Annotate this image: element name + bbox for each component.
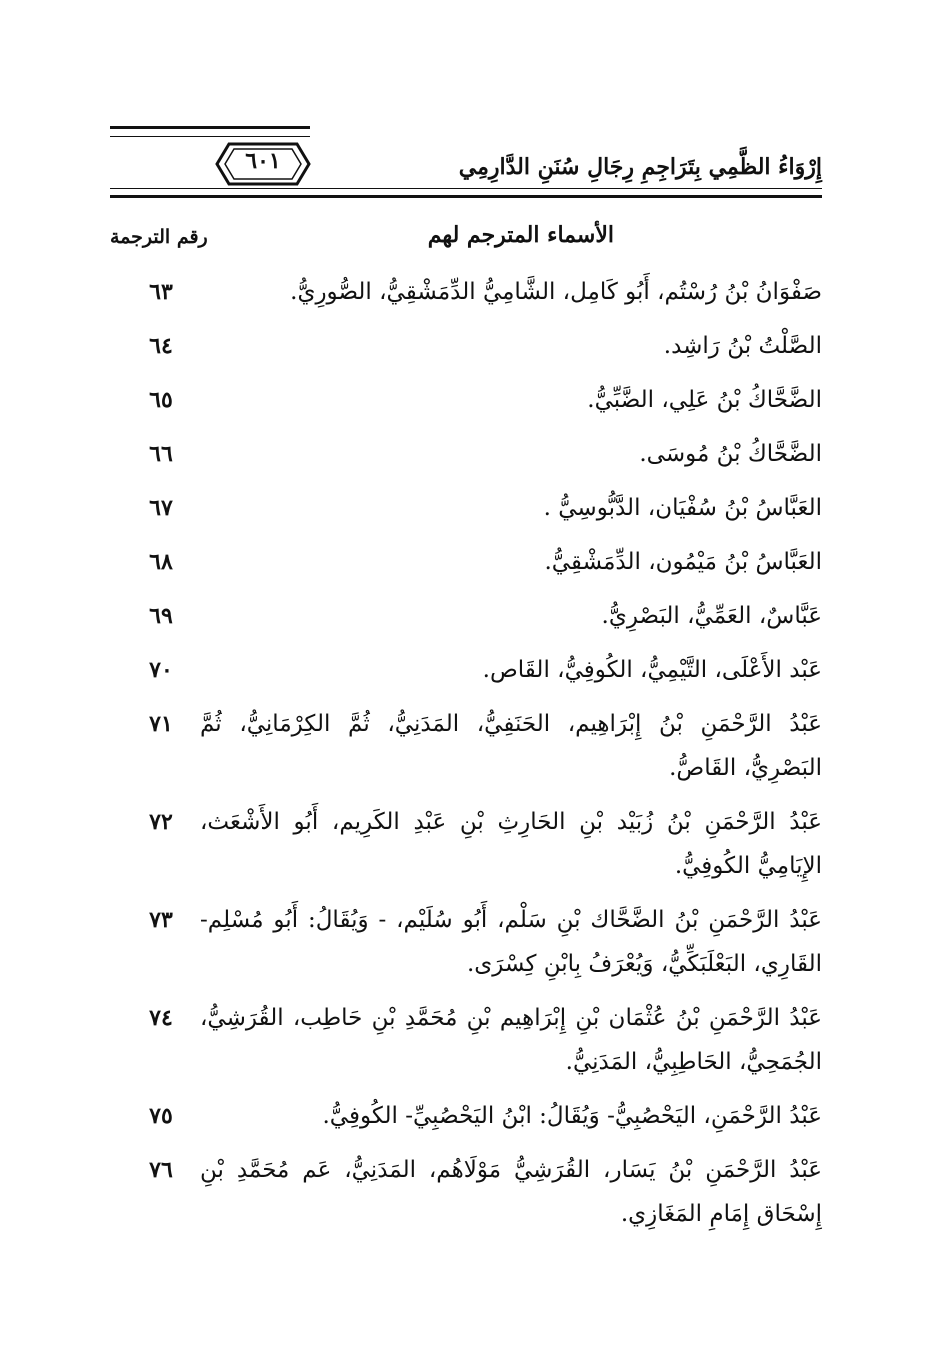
entry-number: ٦٩ bbox=[149, 603, 173, 629]
list-item bbox=[100, 270, 822, 314]
entry-number: ٧٢ bbox=[149, 809, 173, 835]
entry-name: عَبْدُ الرَّحْمَنِ بْنُ الضَّحَّاك بْنِ سَلْم، أَبُو سُلَيْم، - وَيُقَالُ: أَبُو مُسْلِم- القَارِي، البَعْلَبَكِّيُّ، وَيُعْرَفُ بِابْنِ كِسْرَى. bbox=[200, 907, 822, 977]
book-title: إِرْوَاءُ الظَّمِي بِتَرَاجِمِ رِجَالِ سُنَنِ الدَّارِمِي bbox=[458, 154, 822, 180]
page-number-badge bbox=[215, 142, 311, 186]
entry-number: ٦٣ bbox=[149, 279, 173, 305]
entry-name: الصَّلْتُ بْنُ رَاشِد. bbox=[663, 333, 822, 359]
list-item bbox=[100, 324, 822, 368]
list-item bbox=[100, 1094, 822, 1138]
entry-number: ٧٣ bbox=[149, 907, 173, 933]
list-item bbox=[100, 486, 822, 530]
entry-name: العَبَّاسُ بْنُ سُفْيَان، الدَّبُّوسِيُّ . bbox=[543, 495, 822, 521]
page-number: ٦٠١ bbox=[245, 148, 281, 174]
header-top-rule bbox=[110, 126, 310, 137]
list-item bbox=[100, 540, 822, 584]
entry-number: ٧٦ bbox=[149, 1157, 173, 1183]
header-bottom-rule bbox=[110, 188, 822, 198]
running-header bbox=[110, 118, 822, 198]
entry-name: العَبَّاسُ بْنُ مَيْمُون، الدِّمَشْقِيُّ. bbox=[544, 549, 822, 575]
entry-name: الضَّحَّاكُ بْنُ عَلِي، الضَّبِّيُّ. bbox=[587, 387, 822, 413]
entry-number: ٧٤ bbox=[149, 1005, 173, 1031]
column-headings bbox=[100, 222, 822, 262]
list-item bbox=[100, 1148, 822, 1236]
entry-name: عَبْدُ الرَّحْمَنِ، اليَحْصُبِيُّ- وَيُقَالُ: ابْنُ اليَحْصُبِيِّ- الكُوفِيُّ. bbox=[322, 1103, 822, 1129]
entry-number: ٦٧ bbox=[149, 495, 173, 521]
entry-name: عَبْدُ الرَّحْمَنِ بْنُ يَسَار، القُرَشِيُّ مَوْلَاهُم، المَدَنِيُّ، عَم مُحَمَّدِ بْنِ إِسْحَاق إِمَامِ المَغَازِي. bbox=[200, 1157, 822, 1227]
list-item bbox=[100, 996, 822, 1084]
entry-number: ٦٤ bbox=[149, 333, 173, 359]
list-item bbox=[100, 800, 822, 888]
entry-name: عَبْدُ الرَّحْمَنِ بْنُ عُثْمَان بْنِ إِبْرَاهِيم بْنِ مُحَمَّدِ بْنِ حَاطِب، القُرَشِيُّ، الجُمَحِيُّ، الحَاطِبِيُّ، المَدَنِيُّ. bbox=[200, 1005, 822, 1075]
entry-name: عَبْدُ الرَّحْمَنِ بْنُ إِبْرَاهِيم، الحَنَفِيُّ، المَدَنِيُّ، ثُمَّ الكِرْمَانِيُّ، ثُمَّ البَصْرِيُّ، القَاصُّ. bbox=[200, 711, 822, 781]
list-item bbox=[100, 378, 822, 422]
entry-number: ٦٨ bbox=[149, 549, 173, 575]
list-item bbox=[100, 898, 822, 986]
list-item bbox=[100, 648, 822, 692]
entry-name: الضَّحَّاكُ بْنُ مُوسَى. bbox=[639, 441, 822, 467]
number-heading: رقم الترجمة bbox=[110, 226, 208, 248]
entry-name: عَبَّاسٌ، العَمِّيُّ، البَصْرِيُّ. bbox=[601, 603, 822, 629]
entry-name: عَبْدُ الرَّحْمَنِ بْنُ زُبَيْد بْنِ الحَارِثِ بْنِ عَبْدِ الكَرِيم، أَبُو الأَشْعَث، الإِيَامِيُّ الكُوفِيُّ. bbox=[200, 809, 822, 879]
list-item bbox=[100, 594, 822, 638]
entry-number: ٧٥ bbox=[149, 1103, 173, 1129]
list-item bbox=[100, 432, 822, 476]
entry-number: ٦٦ bbox=[149, 441, 173, 467]
entry-number: ٧١ bbox=[149, 711, 173, 737]
names-heading: الأسماء المترجم لهم bbox=[427, 222, 614, 248]
entry-number: ٦٥ bbox=[149, 387, 173, 413]
entries-list bbox=[100, 270, 822, 1246]
entry-number: ٧٠ bbox=[149, 657, 173, 683]
entry-name: صَفْوَانُ بْنُ رُسْتُم، أَبُو كَامِل، الشَّامِيُّ الدِّمَشْقِيُّ، الصُّورِيُّ. bbox=[290, 279, 822, 305]
list-item bbox=[100, 702, 822, 790]
entry-name: عَبْد الأَعْلَى، التَّيْمِيُّ، الكُوفِيُّ، القَاص. bbox=[482, 657, 822, 683]
